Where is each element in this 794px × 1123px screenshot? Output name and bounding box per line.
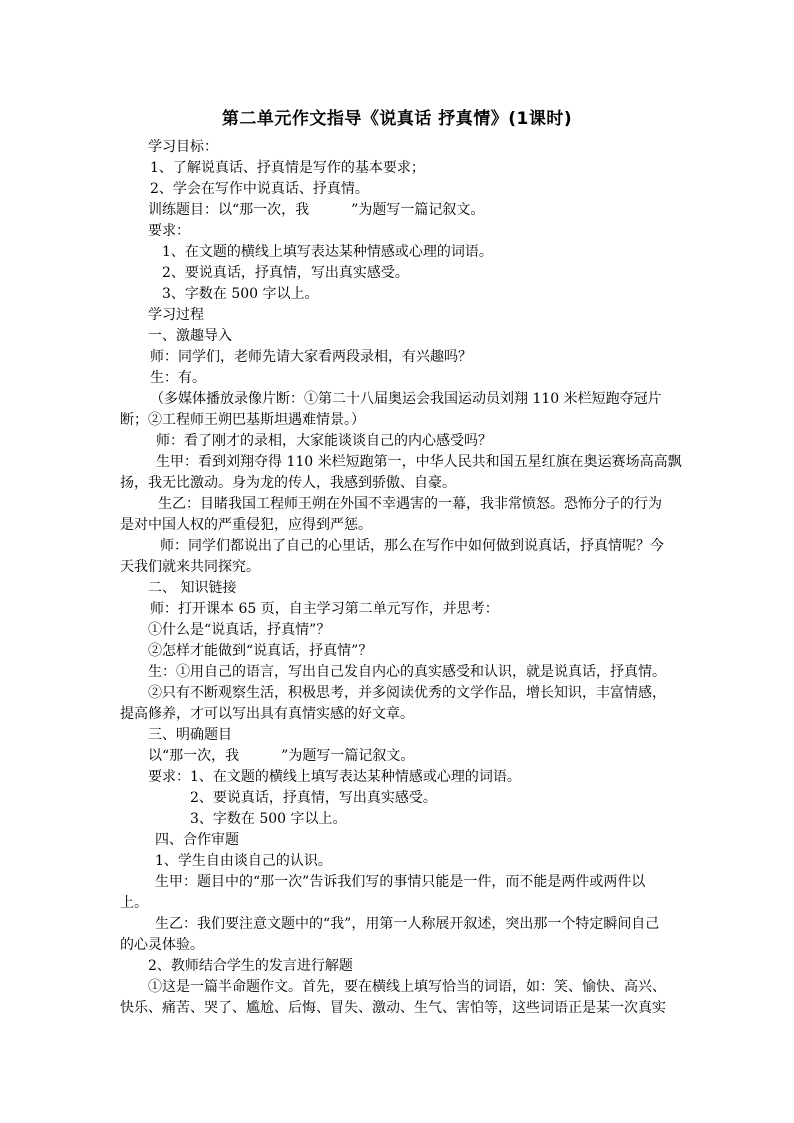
text-line: 要求：1、在文题的横线上填写表达某种情感或心理的词语。 <box>148 769 521 785</box>
text-line: 师：看了刚才的录相，大家能谈谈自己的内心感受吗？ <box>156 433 492 449</box>
text-line: 要求： <box>148 223 190 239</box>
text-line: 天我们就来共同探究。 <box>120 559 260 575</box>
text-line: 生：①用自己的语言，写出自己发自内心的真实感受和认识，就是说真话，抒真情。 <box>148 664 666 680</box>
text-line: 上。 <box>120 895 148 911</box>
text-line: 师：同学们都说出了自己的心里话，那么在写作中如何做到说真话，抒真情呢？今 <box>160 538 664 554</box>
text-line: 快乐、痛苦、哭了、尴尬、后悔、冒失、激动、生气、害怕等，这些词语正是某一次真实 <box>120 1000 666 1016</box>
section-heading: 二、 知识链接 <box>148 580 237 596</box>
text-line: ①什么是“说真话，抒真情”？ <box>148 622 331 638</box>
text-line: 训练题目：以“那一次，我 ”为题写一篇记叙文。 <box>148 202 485 218</box>
text-line: 3、字数在 500 字以上。 <box>190 811 347 827</box>
text-line: 断；②工程师王朔巴基斯坦遇难情景。） <box>120 412 365 428</box>
document-title: 第二单元作文指导《说真话 抒真情》(1课时) <box>221 109 573 129</box>
text-line: ②怎样才能做到“说真话，抒真情”？ <box>148 643 373 659</box>
text-line: 提高修养，才可以写出具有真情实感的好文章。 <box>120 706 414 722</box>
text-line: 3、字数在 500 字以上。 <box>162 286 319 302</box>
text-line: 2、教师结合学生的发言进行解题 <box>148 958 353 974</box>
text-line: （多媒体播放录像片断：①第二十八届奥运会我国运动员刘翔 110 米栏短跑夺冠片 <box>150 391 662 407</box>
text-line: 2、学会在写作中说真话、抒真情。 <box>150 181 369 197</box>
text-line: 1、了解说真话、抒真情是写作的基本要求； <box>150 160 425 176</box>
text-line: 生乙：目睹我国工程师王朔在外国不幸遇害的一幕，我非常愤怒。恐怖分子的行为 <box>158 496 662 512</box>
text-line: 2、要说真话，抒真情，写出真实感受。 <box>162 265 409 281</box>
text-line: 生乙：我们要注意文题中的“我”，用第一人称展开叙述，突出那一个特定瞬间自己 <box>155 916 660 932</box>
text-line: 1、学生自由谈自己的认识。 <box>155 853 332 869</box>
text-line: 2、要说真话，抒真情，写出真实感受。 <box>190 790 437 806</box>
text-line: 是对中国人权的严重侵犯，应得到严惩。 <box>120 517 372 533</box>
text-line: 的心灵体验。 <box>120 937 204 953</box>
text-line: ①这是一篇半命题作文。首先，要在横线上填写恰当的词语，如：笑、愉快、高兴、 <box>148 979 666 995</box>
text-line: 生甲：题目中的“那一次”告诉我们写的事情只能是一件，而不能是两件或两件以 <box>155 874 646 890</box>
text-line: 师：打开课本 65 页，自主学习第二单元写作，并思考： <box>150 601 499 617</box>
text-line: 扬，我无比激动。身为龙的传人，我感到骄傲、自豪。 <box>120 475 456 491</box>
text-line: ②只有不断观察生活，积极思考，并多阅读优秀的文学作品，增长知识，丰富情感， <box>148 685 666 701</box>
text-line: 1、在文题的横线上填写表达某种情感或心理的词语。 <box>162 244 493 260</box>
text-line: 以“那一次，我 ”为题写一篇记叙文。 <box>148 748 415 764</box>
section-heading: 四、合作审题 <box>155 832 239 848</box>
section-heading: 一、激趣导入 <box>148 328 232 344</box>
text-line: 学习过程 <box>148 307 204 323</box>
text-line: 生：有。 <box>150 370 206 386</box>
text-line: 学习目标： <box>148 139 218 155</box>
text-line: 生甲：看到刘翔夺得 110 米栏短跑第一，中华人民共和国五星红旗在奥运赛场高高飘 <box>156 454 682 470</box>
text-line: 师：同学们，老师先请大家看两段录相，有兴趣吗？ <box>150 349 472 365</box>
section-heading: 三、明确题目 <box>148 727 232 743</box>
